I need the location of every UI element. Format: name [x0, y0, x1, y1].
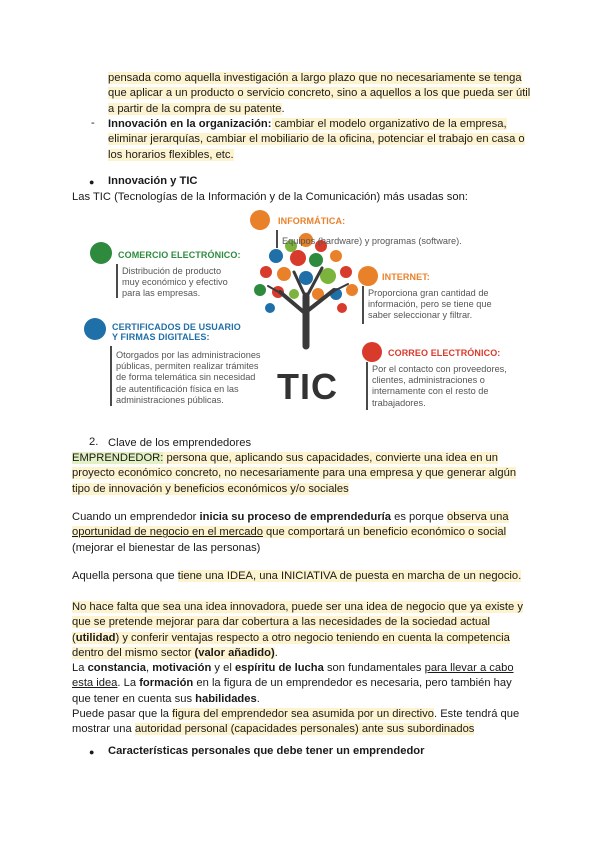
shopping-icon — [90, 242, 112, 264]
heading-caracteristicas: Características personales que debe tener un emprendedor — [108, 745, 425, 757]
text-line: a partir de la compra de su patente — [108, 102, 282, 115]
item-correo-title: CORREO ELECTRÓNICO: — [388, 348, 501, 358]
item-certificados-text: Otorgados por las administraciones públicas, permiten realizar trámites de forma telemática sin necesidad de autentificación física en las administraciones públicas. — [116, 350, 261, 405]
mail-icon — [362, 342, 382, 362]
item-correo-text: Por el contacto con proveedores, clientes, administraciones o internamente con el resto de trabajadores. — [372, 364, 507, 408]
dash-bullet: - — [91, 117, 95, 129]
globe-icon — [358, 266, 378, 286]
heading-innovacion-tic: Innovación y TIC — [108, 175, 198, 187]
term-emprendedor: EMPRENDEDOR: — [72, 452, 164, 464]
paragraph-innovacion-organizacion: Innovación en la organización: cambiar el modelo organizativo de la empresa, eliminar jerarquías, cambiar el mobiliario de la oficina, potenciar el trabajo en casa o los horarios flexibles, etc. — [108, 118, 525, 161]
paragraph-patent: pensada como aquella investigación a largo plazo que no necesariamente se tenga que aplicar a un producto o servicio concreto, sino a aquellos a los que pueda ser útil a partir de la compra de su patente. — [108, 72, 531, 115]
tic-infographic — [78, 206, 528, 416]
divider — [110, 346, 112, 406]
computer-icon — [250, 210, 270, 230]
paragraph-no-hace-falta: No hace falta que sea una idea innovadora, puede ser una idea de negocio que ya existe y que se pretende mejorar para dar cobertura a las necesidades de la sociedad actual (utilidad) y conferir ventajas respecto a otro negocio teniendo en cuenta la competencia dentro del mismo sector (valor añadido). — [72, 601, 523, 659]
intro-tic: Las TIC (Tecnologías de la Información y de la Comunicación) más usadas son: — [72, 191, 468, 203]
bullet-icon: ● — [89, 177, 95, 187]
list-number: 2. — [89, 436, 99, 448]
item-informatica-text: Equipos (hardware) y programas (software). — [282, 236, 462, 246]
item-comercio-title: COMERCIO ELECTRÓNICO: — [118, 250, 241, 260]
heading-clave: Clave de los emprendedores — [108, 437, 252, 449]
paragraph-cuando: Cuando un emprendedor inicia su proceso de emprendeduría es porque observa una oportunidad de negocio en el mercado que comportará un beneficio económico o social (mejorar el bienestar de las personas) — [72, 511, 509, 554]
item-certificados-title: CERTIFICADOS DE USUARIO Y FIRMAS DIGITALES: — [112, 322, 241, 342]
divider — [116, 264, 118, 298]
text-line: que aplicar a un producto o servicio concreto, sino a aquellos a los que pueda ser útil — [108, 87, 531, 100]
paragraph-emprendedor: EMPRENDEDOR: persona que, aplicando sus capacidades, convierte una idea en un proyecto económico concreto, no necesariamente para una empresa y que generar algún tipo de innovación y beneficios económicos y/o sociales — [72, 452, 517, 495]
term-innovacion-organizacion: Innovación en la organización: — [108, 118, 272, 130]
tic-center-label: TIC — [277, 366, 338, 407]
paragraph-constancia: La constancia, motivación y el espíritu de lucha son fundamentales para llevar a cabo esta idea. La formación en la figura de un emprendedor es necesaria, pero también hay que tener en cuenta sus habilidades. — [72, 662, 514, 705]
item-internet-text: Proporciona gran cantidad de información, pero se tiene que saber seleccionar y filtrar. — [368, 288, 492, 321]
certificate-icon — [84, 318, 106, 340]
item-internet-title: INTERNET: — [382, 272, 430, 282]
tree-illustration — [246, 226, 366, 376]
text-line: pensada como aquella investigación a largo plazo que no necesariamente se tenga — [108, 72, 522, 84]
divider — [276, 230, 278, 248]
item-informatica-title: INFORMÁTICA: — [278, 216, 346, 226]
paragraph-puede-pasar: Puede pasar que la figura del emprendedor sea asumida por un directivo. Este tendrá que mostrar una autoridad personal (capacidades personales) ante sus subordinados — [72, 708, 520, 736]
item-comercio-text: Distribución de producto muy económico y efectivo para las empresas. — [122, 266, 228, 299]
paragraph-aquella: Aquella persona que tiene una IDEA, una INICIATIVA de puesta en marcha de un negocio. — [72, 570, 522, 582]
divider — [362, 286, 364, 324]
bullet-icon: ● — [89, 747, 95, 757]
divider — [366, 362, 368, 410]
